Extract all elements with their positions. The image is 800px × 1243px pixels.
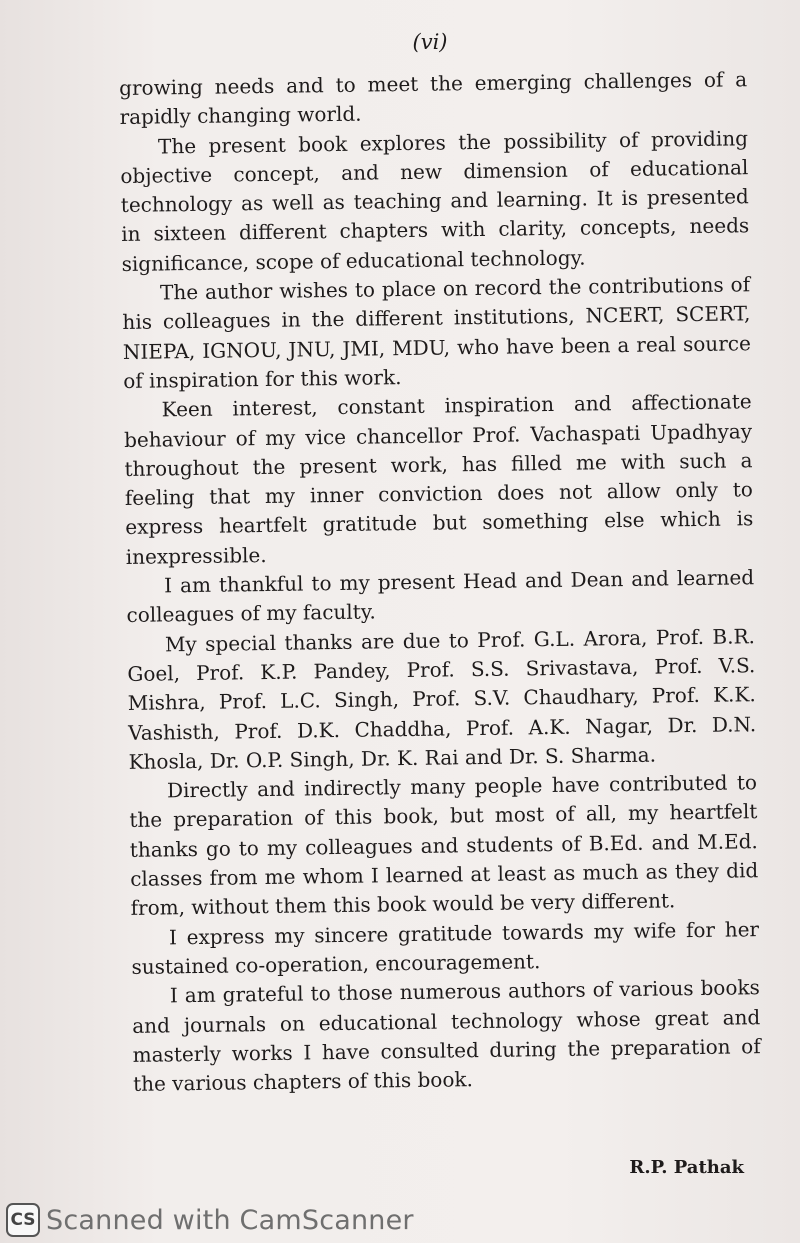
paragraph-continuation: growing needs and to meet the emerging challenges of a rapidly changing world. — [119, 67, 748, 130]
paragraph: I express my sincere gratitude towards my wife for her sustained co-operation, encouragement. — [131, 916, 760, 979]
watermark-text: Scanned with CamScanner — [46, 1204, 414, 1236]
paragraph: Keen interest, constant inspiration and affectionate behaviour of my vice chancellor Prof. Vachaspati Upadhyay throughout the present work, has filled me with such a feeling that my inner conviction does not allow only to express heartfelt gratitude but something else which is inexpressible. — [123, 389, 754, 569]
paragraph: The present book explores the possibility of providing objective concept, and new dimension of educational technology as well as teaching and learning. It is presented in sixteen different chapters with clarity, concepts, needs significance, scope of educational technology. — [120, 125, 750, 276]
camscanner-watermark — [6, 1203, 414, 1237]
author-signature: R.P. Pathak — [629, 1157, 744, 1178]
page-number: (vi) — [412, 30, 448, 54]
camscanner-logo-icon: CS — [6, 1203, 40, 1237]
paragraph: My special thanks are due to Prof. G.L. Arora, Prof. B.R. Goel, Prof. K.P. Pandey, Prof. S.S. Srivastava, Prof. V.S. Mishra, Prof. L.C. Singh, Prof. S.V. Chaudhary, Prof. K.K. Vashisth, Prof. D.K. Chaddha, Prof. A.K. Nagar, Dr. D.N. Khosla, Dr. O.P. Singh, Dr. K. Rai and Dr. S. Sharma. — [127, 623, 757, 774]
body-text — [119, 65, 761, 1099]
paragraph: Directly and indirectly many people have contributed to the preparation of this book, but most of all, my heartfelt thanks go to my colleagues and students of B.Ed. and M.Ed. classes from me whom I learned at least as much as they did from, without them this book would be very different. — [129, 770, 759, 921]
paragraph: The author wishes to place on record the contributions of his colleagues in the different institutions, NCERT, SCERT, NIEPA, IGNOU, JNU, JMI, MDU, who have been a real source of inspiration for this work. — [122, 272, 751, 393]
paragraph: I am thankful to my present Head and Dean and learned colleagues of my faculty. — [126, 565, 755, 628]
paragraph: I am grateful to those numerous authors of various books and journals on educational technology whose great and masterly works I have consulted during the preparation of the various chapters of this book. — [132, 975, 761, 1096]
